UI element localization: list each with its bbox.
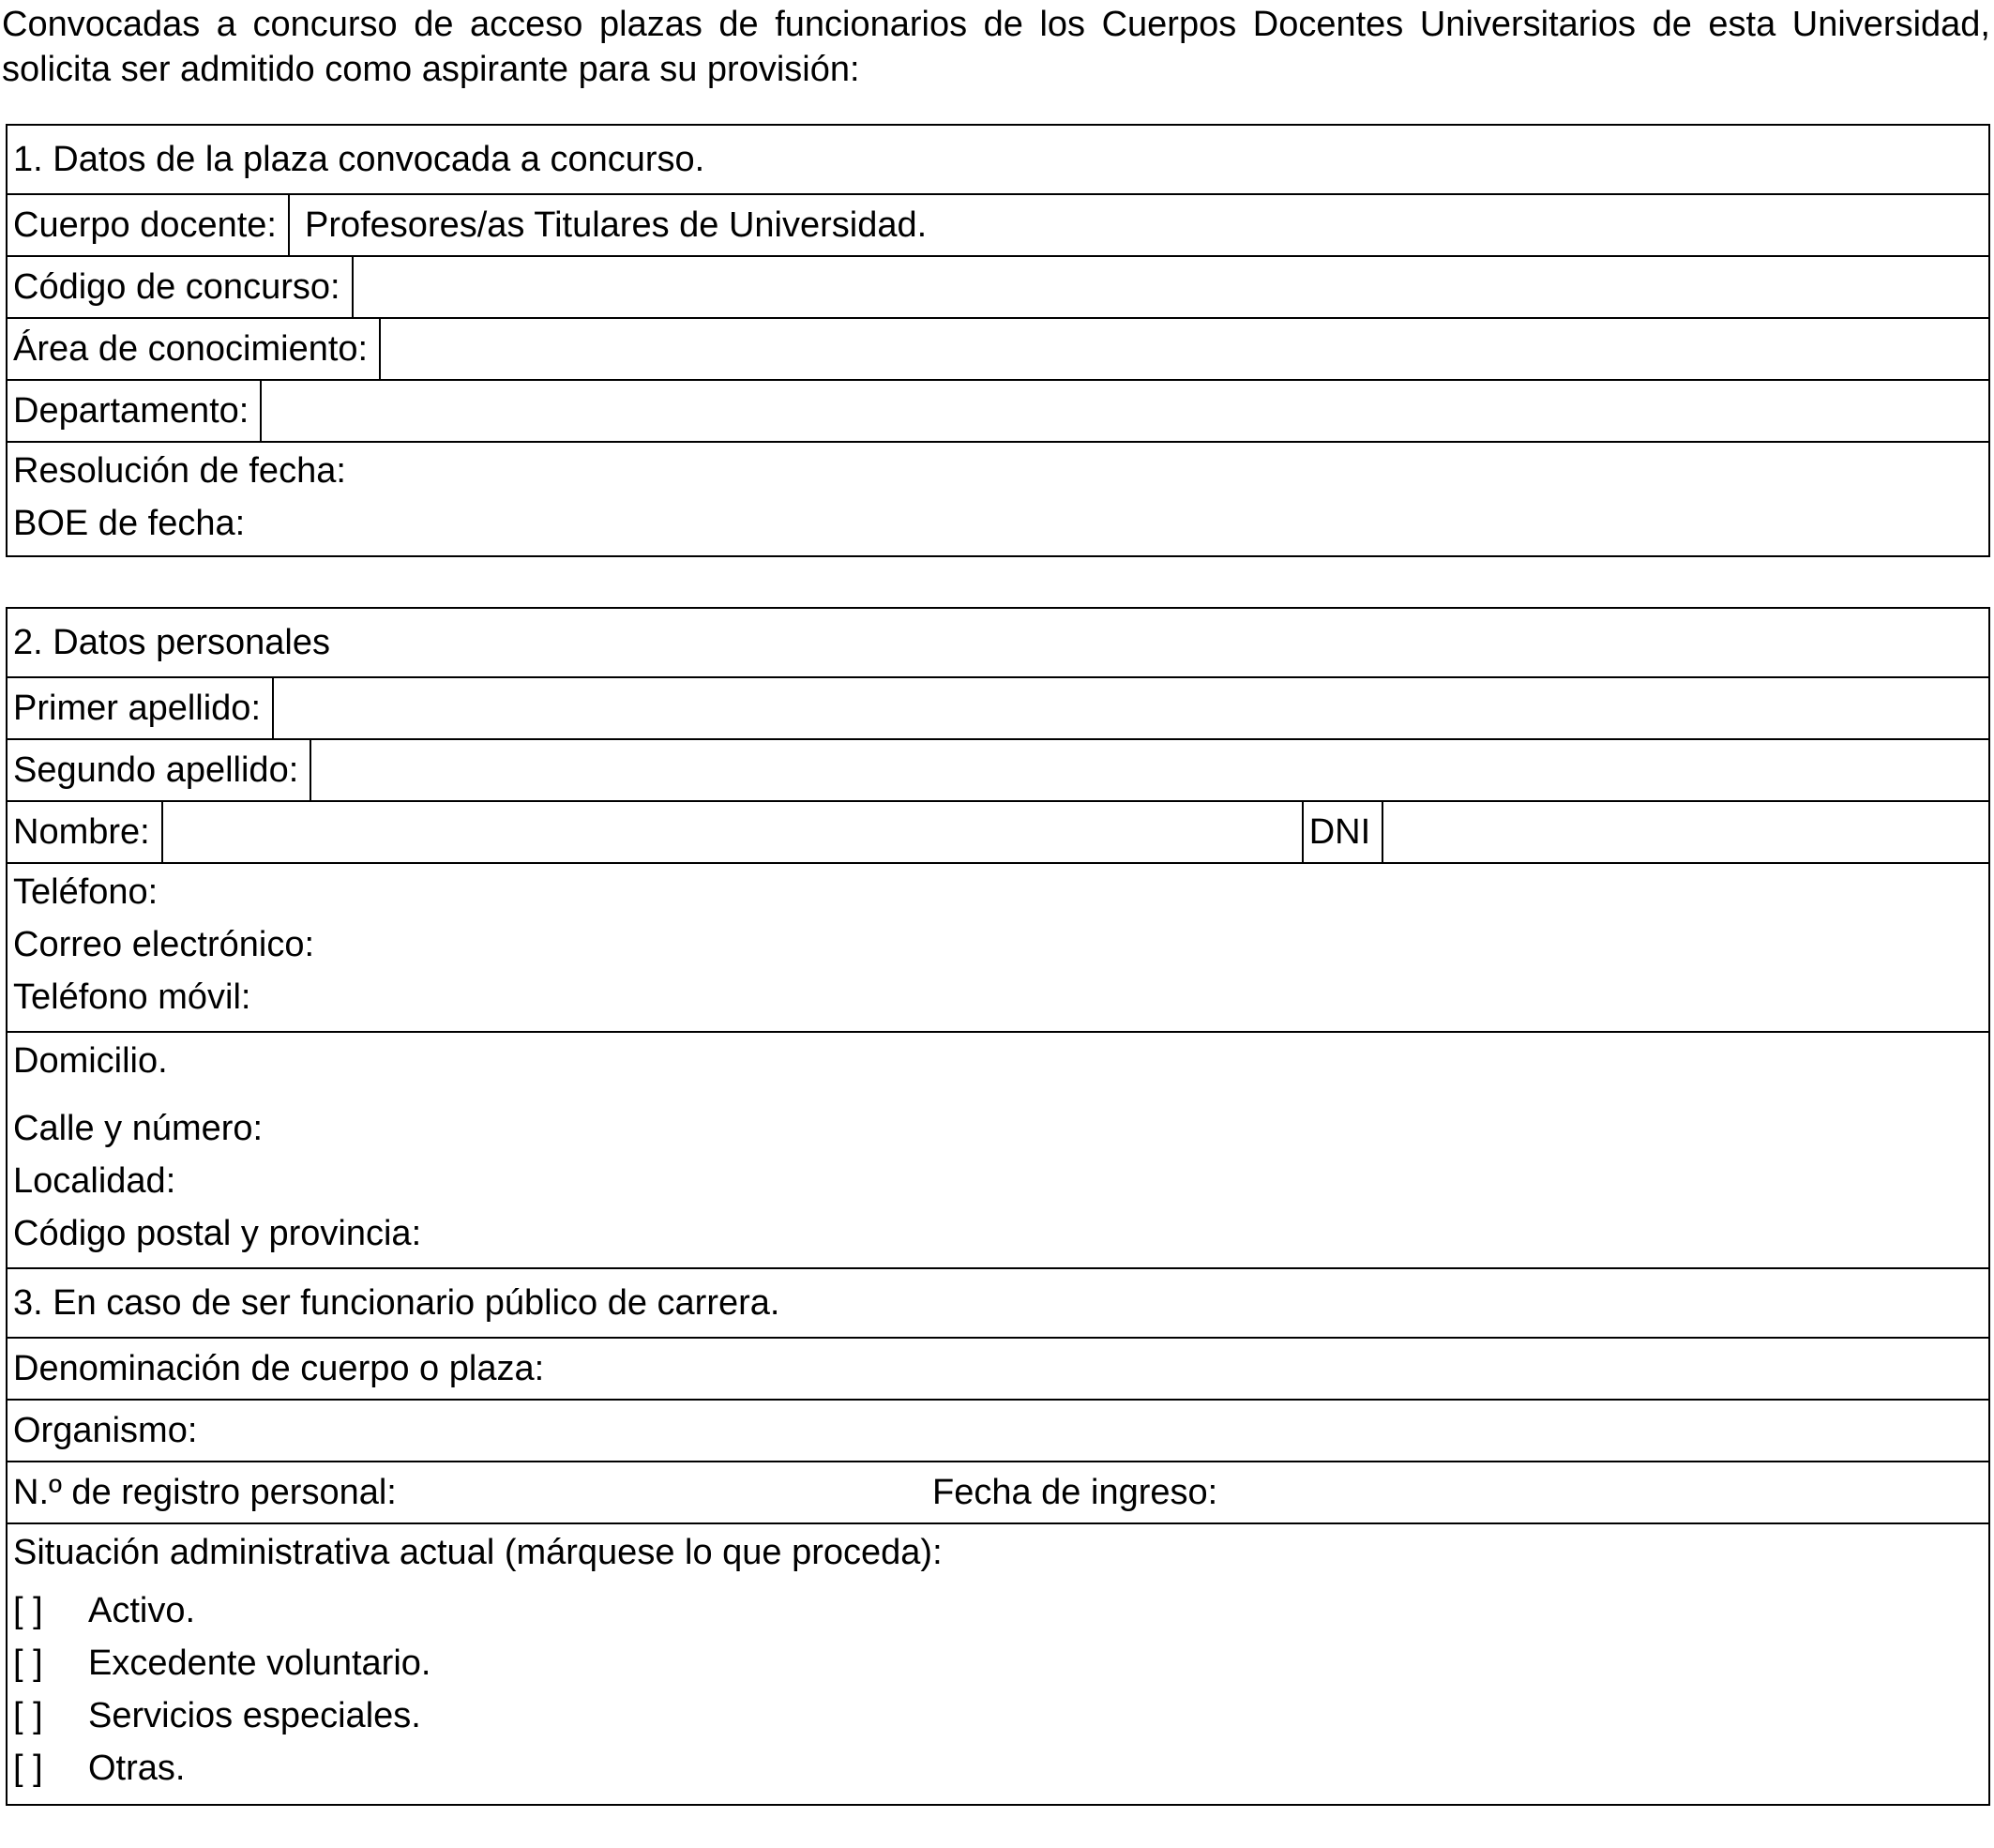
organismo-cell[interactable]: [7, 1400, 1989, 1462]
nombre-field[interactable]: [161, 802, 1302, 862]
registro-personal-label: N.º de registro personal:: [13, 1473, 397, 1512]
section-plaza-table: [6, 124, 1990, 557]
situacion-cell: [7, 1523, 1989, 1805]
denominacion-label: Denominación de cuerpo o plaza:: [13, 1349, 545, 1388]
telefono-label: Teléfono:: [13, 872, 159, 912]
domicilio-cell[interactable]: [7, 1032, 1989, 1268]
nombre-label: Nombre:: [13, 812, 150, 852]
departamento-row: [7, 380, 1989, 442]
segundo-apellido-field[interactable]: [310, 740, 1988, 800]
organismo-label: Organismo:: [13, 1411, 198, 1450]
checkbox-bracket[interactable]: [ ]: [13, 1591, 43, 1630]
segundo-apellido-row: [7, 739, 1989, 801]
boe-fecha-label: BOE de fecha:: [13, 504, 246, 543]
checkbox-bracket[interactable]: [ ]: [13, 1644, 43, 1683]
section2-title: 2. Datos personales: [7, 608, 1989, 677]
departamento-field[interactable]: [260, 381, 1988, 441]
section-personal-table: [6, 607, 1990, 1806]
option-excedente[interactable]: [ ] Excedente voluntario.: [13, 1637, 1988, 1689]
section3-title: 3. En caso de ser funcionario público de carrera.: [7, 1268, 1989, 1338]
segundo-apellido-label: Segundo apellido:: [13, 750, 299, 790]
primer-apellido-row: [7, 677, 1989, 739]
fecha-ingreso-label: Fecha de ingreso:: [932, 1473, 1218, 1512]
section1-title: 1. Datos de la plaza convocada a concurso.: [7, 125, 1989, 194]
option-otras[interactable]: [ ] Otras.: [13, 1742, 1988, 1795]
codigo-concurso-label: Código de concurso:: [13, 267, 340, 307]
area-conocimiento-label: Área de conocimiento:: [13, 329, 369, 369]
denominacion-cell[interactable]: [7, 1338, 1989, 1400]
localidad-label: Localidad:: [13, 1161, 176, 1201]
area-conocimiento-row: [7, 318, 1989, 380]
option-activo[interactable]: [ ] Activo.: [13, 1584, 1988, 1637]
dni-label: DNI: [1302, 802, 1382, 862]
primer-apellido-label: Primer apellido:: [13, 689, 261, 728]
registro-ingreso-cell[interactable]: [7, 1462, 1989, 1523]
cuerpo-docente-label: Cuerpo docente:: [13, 205, 277, 245]
departamento-label: Departamento:: [13, 391, 249, 431]
contacto-cell[interactable]: [7, 863, 1989, 1032]
codigo-concurso-row: [7, 256, 1989, 318]
codigo-concurso-field[interactable]: [352, 257, 1988, 317]
area-conocimiento-field[interactable]: [379, 319, 1988, 379]
primer-apellido-field[interactable]: [272, 678, 1988, 738]
checkbox-bracket[interactable]: [ ]: [13, 1749, 43, 1788]
codigo-postal-label: Código postal y provincia:: [13, 1214, 422, 1253]
fechas-cell[interactable]: [7, 442, 1989, 556]
cuerpo-docente-field[interactable]: Profesores/as Titulares de Universidad.: [288, 195, 1988, 255]
option-servicios[interactable]: [ ] Servicios especiales.: [13, 1689, 1988, 1742]
intro-paragraph: Convocadas a concurso de acceso plazas de funcionarios de los Cuerpos Docentes Universitarios de esta Universidad, solicita ser admitido como aspirante para su provisión:: [2, 5, 1990, 89]
checkbox-bracket[interactable]: [ ]: [13, 1696, 43, 1735]
dni-field[interactable]: [1382, 802, 1988, 862]
nombre-dni-row: [7, 801, 1989, 863]
movil-label: Teléfono móvil:: [13, 977, 251, 1017]
domicilio-label: Domicilio.: [13, 1041, 168, 1081]
resolucion-fecha-label: Resolución de fecha:: [13, 451, 346, 491]
correo-label: Correo electrónico:: [13, 925, 315, 964]
cuerpo-docente-row: [7, 194, 1989, 256]
calle-label: Calle y número:: [13, 1109, 264, 1148]
situacion-label: Situación administrativa actual (márquese lo que proceda):: [13, 1533, 943, 1572]
